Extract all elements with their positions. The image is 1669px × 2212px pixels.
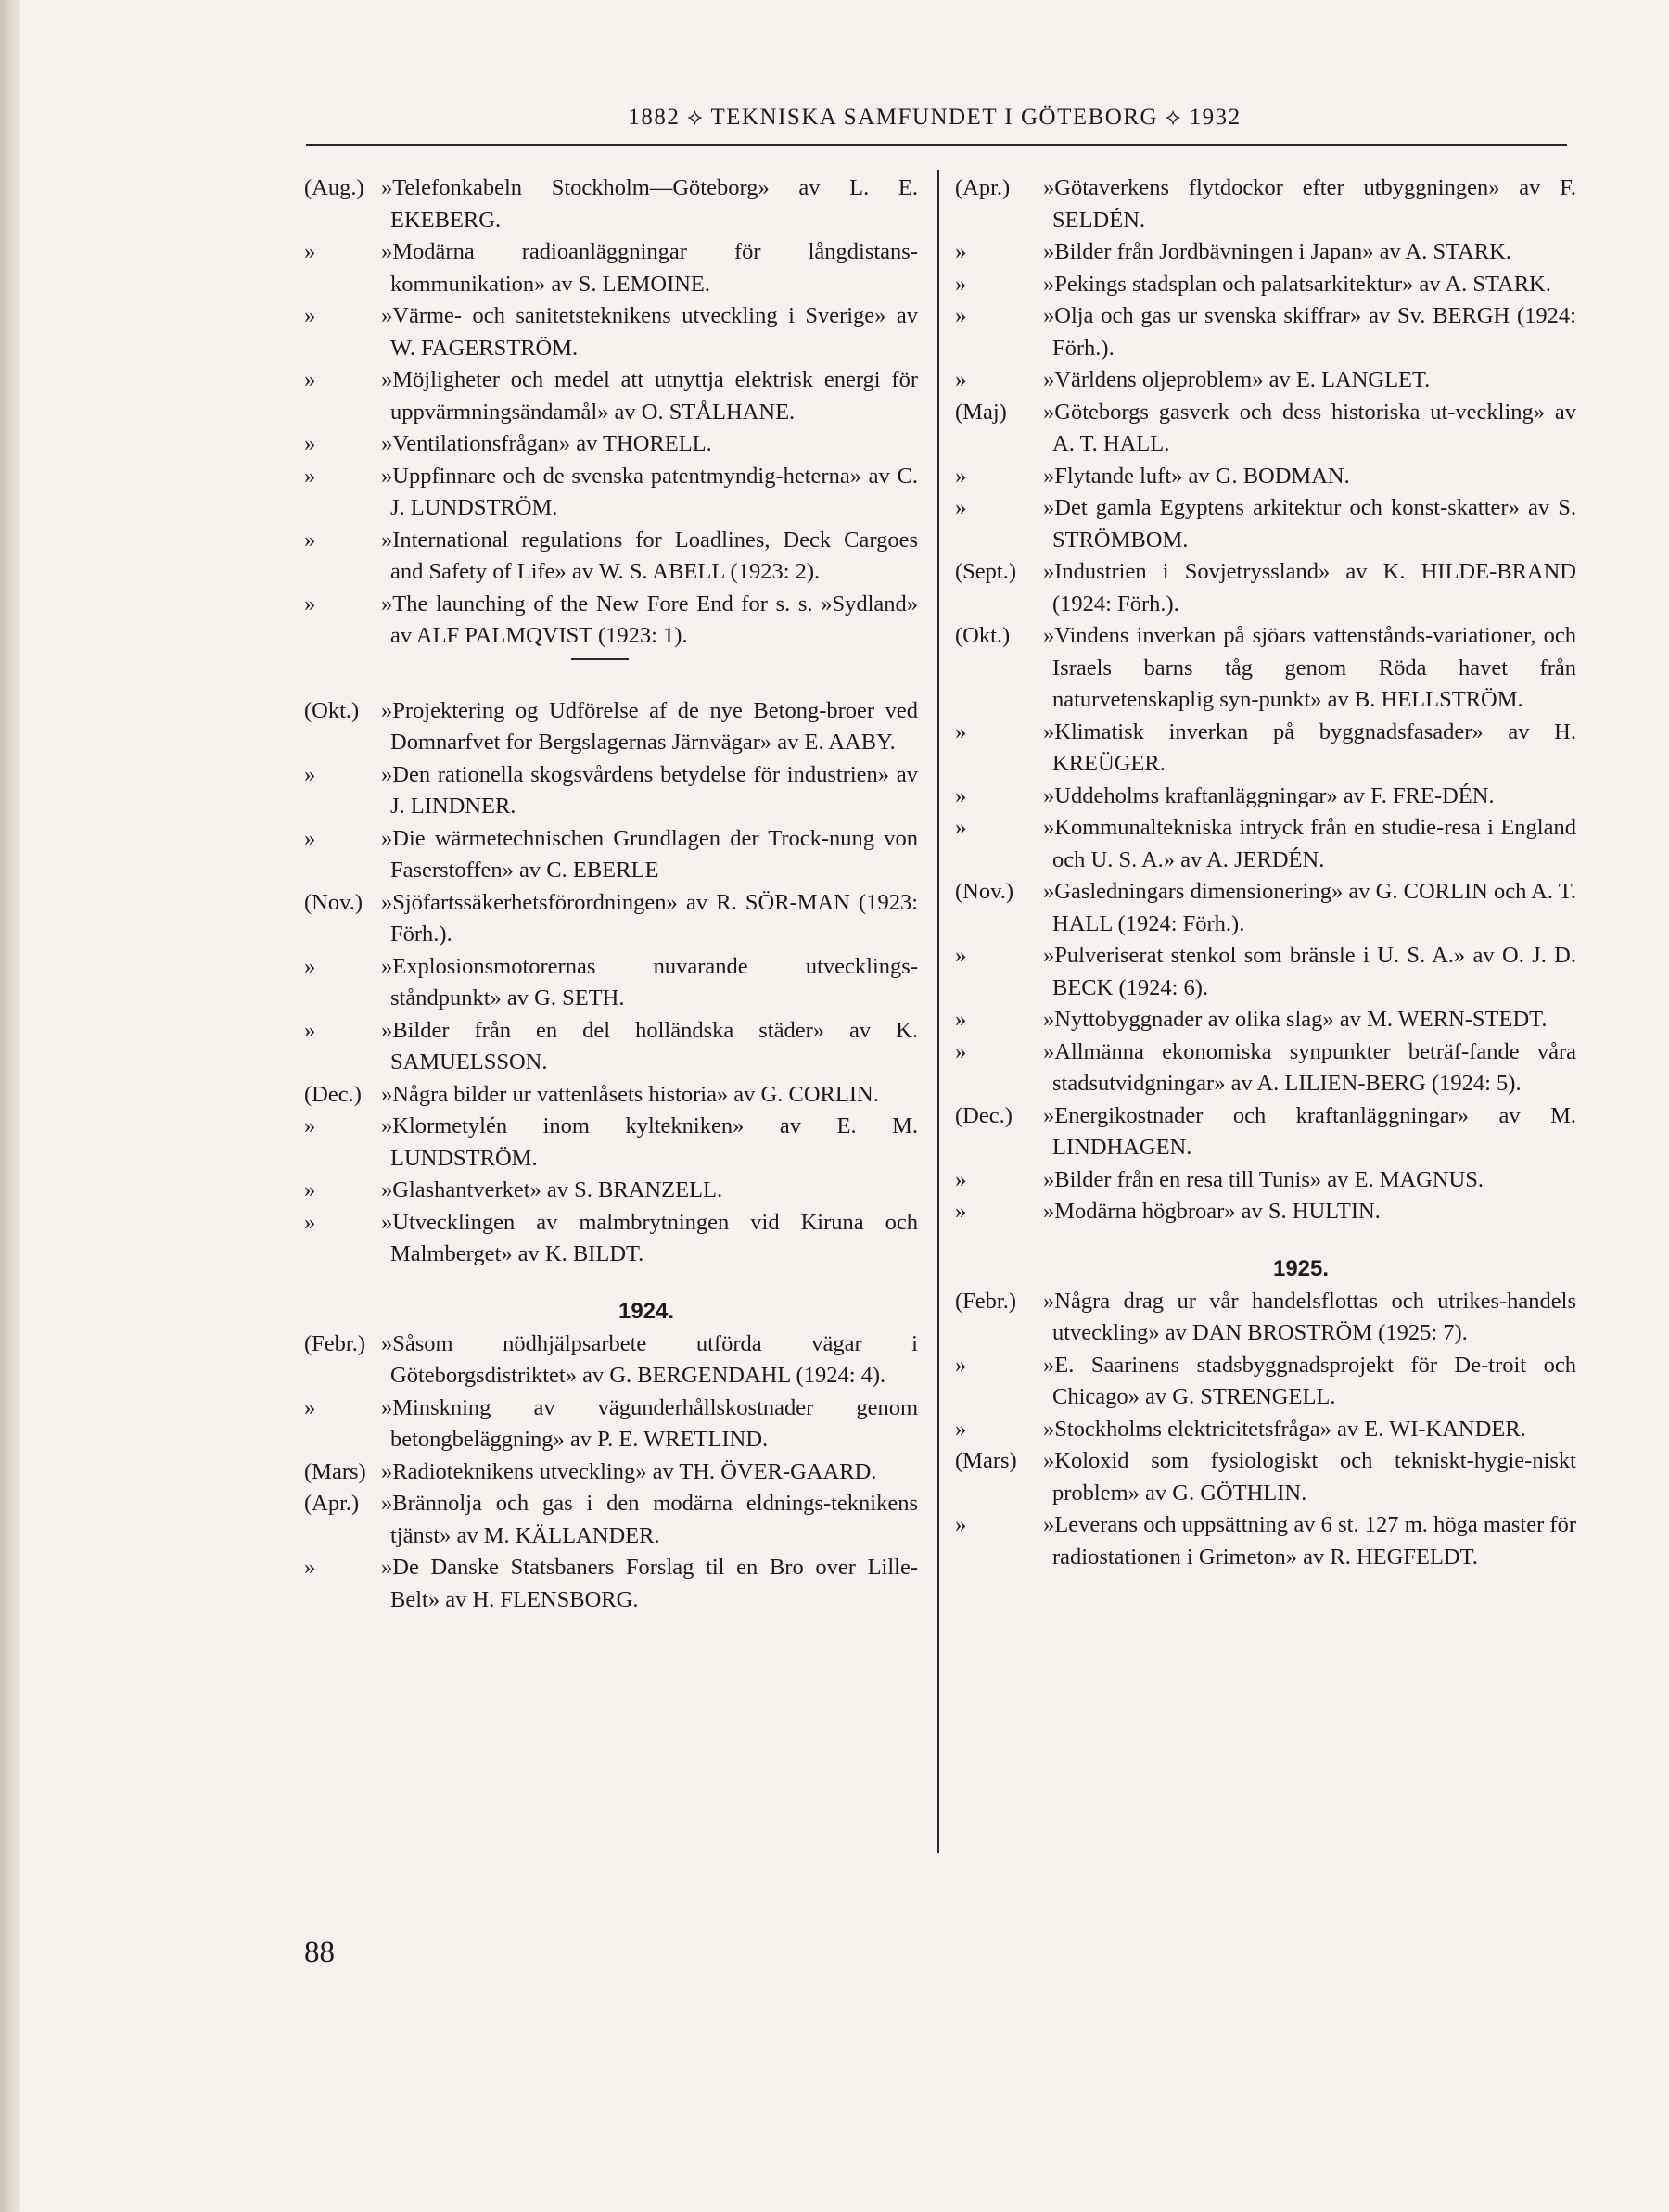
entry-month-label: » — [955, 782, 967, 808]
list-item — [955, 1350, 1576, 1414]
entry-month-label: (Febr.) — [304, 1330, 365, 1356]
year-heading-1925: 1925. — [1272, 1255, 1330, 1281]
list-item — [304, 1111, 918, 1175]
list-item — [955, 492, 1576, 556]
list-item — [955, 1004, 1576, 1036]
entry-month-label: (Apr.) — [955, 175, 1011, 200]
entry-month-label: » — [304, 239, 316, 264]
list-item — [304, 172, 918, 236]
entry-month-label: » — [304, 953, 316, 979]
list-item — [955, 717, 1576, 781]
entry-month-label: (Febr.) — [955, 1288, 1016, 1314]
list-item — [304, 1015, 918, 1079]
entry-text: »Explosionsmotorernas nuvarande utvecklings-ståndpunkt» av G. SETH. — [381, 953, 918, 1011]
entry-month-label: (Aug.) — [304, 175, 364, 200]
entry-text: »Världens oljeproblem» av E. LANGLET. — [1043, 367, 1431, 392]
left-entry-list-continued — [304, 695, 918, 1271]
entry-month-label: » — [955, 1352, 967, 1378]
entry-text: »Kommunaltekniska intryck från en studie-resa i England och U. S. A.» av A. JERDÉN. — [1043, 815, 1576, 872]
entry-month-label: (Okt.) — [304, 697, 360, 723]
entry-text: »Vindens inverkan på sjöars vattenstånds-variationer, och Israels barns tåg genom Röda havet från naturvetenskaplig syn-punkt» av B. HELLSTRÖM. — [1043, 623, 1576, 712]
entry-text: »Utvecklingen av malmbrytningen vid Kiruna och Malmberget» av K. BILDT. — [381, 1209, 918, 1266]
list-item — [304, 525, 918, 589]
list-item — [955, 781, 1576, 813]
list-item — [955, 940, 1576, 1004]
entry-month-label: » — [955, 495, 967, 520]
entry-month-label: » — [304, 1394, 316, 1420]
header-rule — [306, 144, 1567, 146]
entry-text: »Nyttobyggnader av olika slag» av M. WERN-STEDT. — [1043, 1007, 1548, 1032]
list-item — [304, 428, 918, 461]
entry-text: »Bilder från Jordbävningen i Japan» av A. STARK. — [1043, 239, 1511, 264]
entry-text: »Allmänna ekonomiska synpunkter beträf-fande våra stadsutvidgningar» av A. LILIEN-BERG (1924: 5). — [1043, 1038, 1576, 1096]
entry-month-label: » — [955, 943, 967, 968]
page-edge-shadow — [0, 0, 20, 2212]
entry-text: »Bilder från en del holländska städer» av K. SAMUELSSON. — [381, 1017, 918, 1074]
list-item — [955, 1196, 1576, 1228]
entry-month-label: » — [304, 527, 316, 553]
list-item — [304, 1488, 918, 1552]
running-head: 1882 ⟡ TEKNISKA SAMFUNDET I GÖTEBORG ⟡ 1932 — [628, 105, 1242, 130]
entry-text: »Gasledningars dimensionering» av G. CORLIN och A. T. HALL (1924: Förh.). — [1043, 879, 1576, 936]
list-item — [304, 364, 918, 428]
left-entry-list-1924 — [304, 1328, 918, 1617]
entry-text: »Uppfinnare och de svenska patentmyndig-heterna» av C. J. LUNDSTRÖM. — [381, 463, 918, 520]
list-item — [955, 876, 1576, 940]
list-item — [955, 1100, 1576, 1164]
entry-text: »Värme- och sanitetsteknikens utveckling i Sverige» av W. FAGERSTRÖM. — [381, 303, 918, 361]
list-item — [955, 1445, 1576, 1509]
right-column — [955, 172, 1576, 1573]
list-item — [955, 397, 1576, 461]
entry-text: »Stockholms elektricitetsfråga» av E. WI-KANDER. — [1043, 1416, 1526, 1442]
list-item — [955, 1164, 1576, 1197]
entry-month-label: (Dec.) — [304, 1081, 362, 1107]
entry-month-label: (Nov.) — [304, 889, 363, 915]
entry-text: »Den rationella skogsvårdens betydelse för industrien» av J. LINDNER. — [381, 761, 918, 819]
entry-text: »Energikostnader och kraftanläggningar» av M. LINDHAGEN. — [1043, 1102, 1576, 1160]
entry-text: »Modärna radioanläggningar för långdistans-kommunikation» av S. LEMOINE. — [381, 239, 918, 297]
entry-month-label: » — [955, 463, 967, 489]
entry-month-label: » — [304, 1177, 316, 1202]
entry-text: »Några drag ur vår handelsflottas och utrikes-handels utveckling» av DAN BROSTRÖM (1925: 7). — [1043, 1288, 1576, 1345]
entry-text: »Radioteknikens utveckling» av TH. ÖVER-GAARD. — [381, 1458, 877, 1484]
list-item — [304, 887, 918, 951]
list-item — [955, 461, 1576, 493]
right-entry-list-1925 — [955, 1286, 1576, 1574]
entry-text: »Det gamla Egyptens arkitektur och konst-skatter» av S. STRÖMBOM. — [1043, 495, 1576, 553]
list-item — [304, 823, 918, 887]
entry-text: »Klormetylén inom kyltekniken» av E. M. LUNDSTRÖM. — [381, 1113, 918, 1171]
entry-month-label: » — [304, 591, 316, 617]
entry-text: »Projektering og Udförelse af de nye Betong-broer ved Domnarfvet for Bergslagernas Järnvägar» av E. AABY. — [381, 697, 918, 755]
entry-text: »Minskning av vägunderhållskostnader genom betongbeläggning» av P. E. WRETLIND. — [381, 1394, 918, 1452]
page-number: 88 — [304, 1936, 335, 1969]
list-item — [304, 1328, 918, 1392]
entry-text: »Några bilder ur vattenlåsets historia» av G. CORLIN. — [381, 1081, 879, 1107]
entry-month-label: » — [304, 825, 316, 851]
entry-text: »Sjöfartssäkerhetsförordningen» av R. SÖR-MAN (1923: Förh.). — [381, 889, 918, 947]
entry-text: »Brännolja och gas i den modärna eldnings-teknikens tjänst» av M. KÄLLANDER. — [381, 1491, 918, 1548]
entry-month-label: » — [304, 761, 316, 787]
entry-text: »Göteborgs gasverk och dess historiska ut-veckling» av A. T. HALL. — [1043, 399, 1576, 456]
entry-month-label: (Mars) — [304, 1458, 366, 1484]
entry-text: »Pekings stadsplan och palatsarkitektur» av A. STARK. — [1043, 271, 1551, 297]
list-item — [304, 951, 918, 1015]
list-item — [304, 1552, 918, 1616]
year-heading-1924: 1924. — [618, 1298, 675, 1324]
entry-text: »Götaverkens flytdockor efter utbyggningen» av F. SELDÉN. — [1043, 175, 1576, 233]
entry-month-label: » — [955, 718, 967, 744]
list-item — [304, 1456, 918, 1489]
list-item — [955, 1414, 1576, 1446]
entry-month-label: (Maj) — [955, 399, 1007, 425]
list-item — [304, 1392, 918, 1456]
list-item — [304, 300, 918, 364]
entry-text: »Klimatisk inverkan på byggnadsfasader» av H. KREÜGER. — [1043, 718, 1576, 776]
entry-month-label: » — [955, 815, 967, 840]
entry-text: »The launching of the New Fore End for s. s. »Sydland» av ALF PALMQVIST (1923: 1). — [381, 591, 918, 648]
right-entry-list — [955, 172, 1576, 1228]
entry-text: »Flytande luft» av G. BODMAN. — [1043, 463, 1350, 489]
list-item — [304, 1175, 918, 1207]
entry-month-label: » — [955, 1007, 967, 1032]
entry-text: »Leverans och uppsättning av 6 st. 127 m. höga master för radiostationen i Grimeton» av R. HEGFELDT. — [1043, 1512, 1576, 1570]
entry-month-label: » — [955, 1416, 967, 1442]
entry-month-label: » — [304, 367, 316, 392]
list-item — [304, 461, 918, 525]
entry-month-label: » — [304, 1113, 316, 1138]
entry-text: »Modärna högbroar» av S. HULTIN. — [1043, 1199, 1381, 1224]
entry-text: »De Danske Statsbaners Forslag til en Bro over Lille-Belt» av H. FLENSBORG. — [381, 1555, 918, 1612]
entry-text: »Olja och gas ur svenska skiffrar» av Sv. BERGH (1924: Förh.). — [1043, 303, 1576, 361]
entry-text: »Industrien i Sovjetryssland» av K. HILDE-BRAND (1924: Förh.). — [1043, 559, 1576, 617]
entry-month-label: (Dec.) — [955, 1102, 1013, 1128]
list-item — [304, 236, 918, 300]
entry-month-label: » — [304, 431, 316, 456]
entry-text: »Möjligheter och medel att utnyttja elektrisk energi för uppvärmningsändamål» av O. STÅLHANE. — [381, 367, 918, 425]
entry-month-label: (Mars) — [955, 1448, 1017, 1473]
entry-month-label: » — [304, 1017, 316, 1043]
entry-text: »Koloxid som fysiologiskt och tekniskt-hygie-niskt problem» av G. GÖTHLIN. — [1043, 1448, 1576, 1506]
section-separator — [571, 658, 629, 660]
list-item — [955, 172, 1576, 236]
list-item — [955, 1509, 1576, 1573]
entry-month-label: » — [304, 1555, 316, 1580]
entry-month-label: » — [955, 1166, 967, 1192]
column-divider — [937, 170, 939, 1853]
list-item — [304, 1079, 918, 1112]
entry-text: »Såsom nödhjälpsarbete utförda vägar i Göteborgsdistriktet» av G. BERGENDAHL (1924: 4). — [381, 1330, 918, 1388]
left-column — [304, 172, 918, 1616]
entry-month-label: » — [955, 1512, 967, 1537]
entry-month-label: (Nov.) — [955, 879, 1014, 904]
entry-text: »International regulations for Loadlines, Deck Cargoes and Safety of Life» av W. S. ABELL (1923: 2). — [381, 527, 918, 584]
entry-month-label: » — [955, 271, 967, 297]
entry-month-label: » — [304, 463, 316, 489]
left-entry-list — [304, 172, 918, 653]
entry-month-label: (Apr.) — [304, 1491, 360, 1516]
entry-month-label: » — [955, 1038, 967, 1064]
list-item — [304, 759, 918, 823]
entry-text: »Die wärmetechnischen Grundlagen der Trock-nung von Faserstoffen» av C. EBERLE — [381, 825, 918, 883]
entry-month-label: » — [955, 1199, 967, 1224]
entry-month-label: » — [955, 367, 967, 392]
entry-text: »Glashantverket» av S. BRANZELL. — [381, 1177, 723, 1202]
list-item — [955, 300, 1576, 364]
list-item — [955, 1286, 1576, 1350]
entry-month-label: » — [955, 239, 967, 264]
list-item — [304, 695, 918, 759]
list-item — [955, 556, 1576, 620]
list-item — [955, 812, 1576, 876]
list-item — [304, 1207, 918, 1271]
entry-text: »Uddeholms kraftanläggningar» av F. FRE-DÉN. — [1043, 782, 1495, 808]
entry-text: »E. Saarinens stadsbyggnadsprojekt för De-troit och Chicago» av G. STRENGELL. — [1043, 1352, 1576, 1409]
list-item — [955, 1036, 1576, 1100]
list-item — [955, 269, 1576, 301]
entry-text: »Telefonkabeln Stockholm—Göteborg» av L. E. EKEBERG. — [381, 175, 918, 233]
entry-text: »Ventilationsfrågan» av THORELL. — [381, 431, 712, 456]
list-item — [304, 589, 918, 653]
entry-month-label: (Okt.) — [955, 623, 1011, 648]
entry-text: »Bilder från en resa till Tunis» av E. MAGNUS. — [1043, 1166, 1484, 1192]
entry-month-label: » — [304, 1209, 316, 1235]
entry-month-label: » — [304, 303, 316, 328]
list-item — [955, 236, 1576, 269]
entry-month-label: » — [955, 303, 967, 328]
entry-month-label: (Sept.) — [955, 559, 1016, 584]
list-item — [955, 364, 1576, 397]
list-item — [955, 620, 1576, 717]
entry-text: »Pulveriserat stenkol som bränsle i U. S. A.» av O. J. D. BECK (1924: 6). — [1043, 943, 1576, 1000]
